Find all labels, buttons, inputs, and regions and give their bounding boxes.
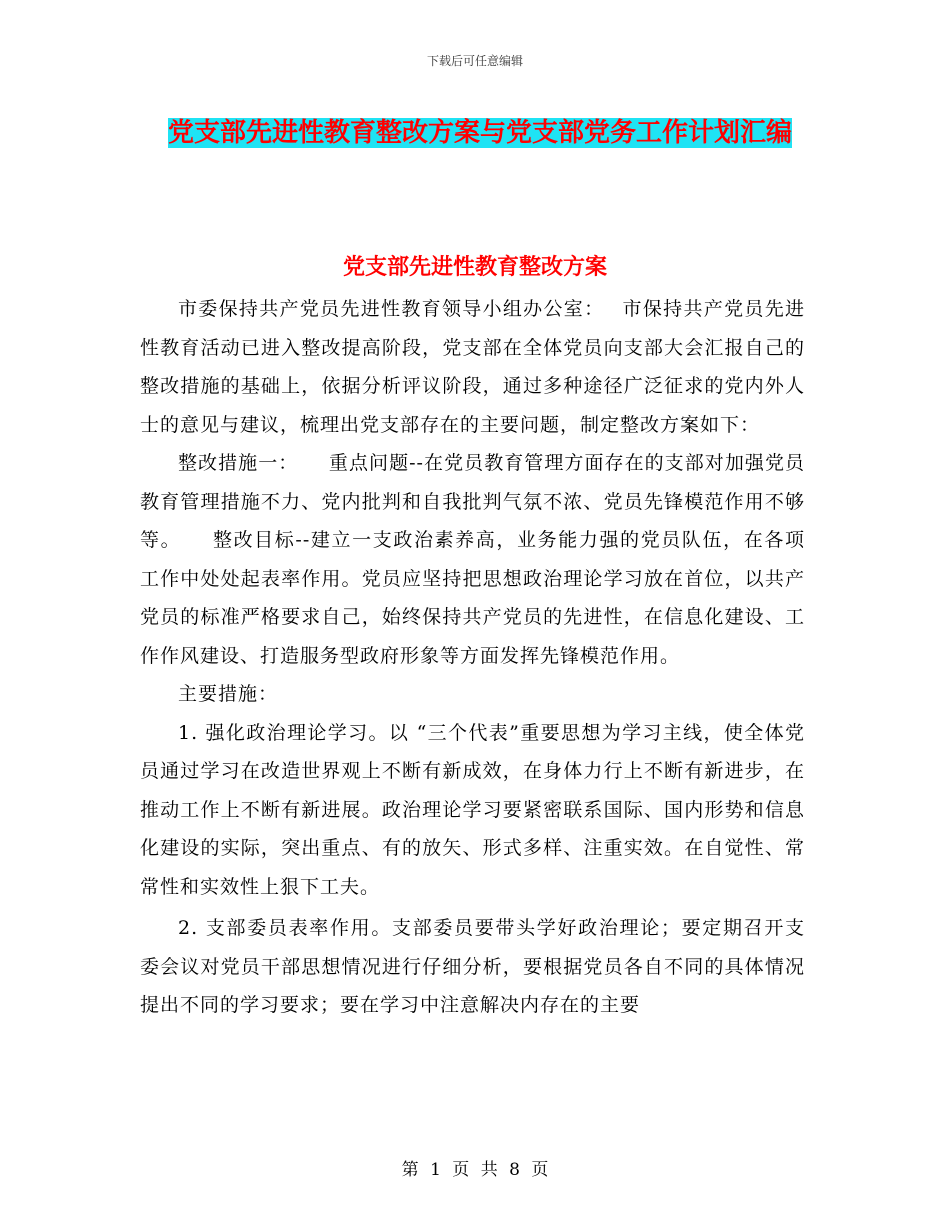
- paragraph-measure-one: 整改措施一： 重点问题--在党员教育管理方面存在的支部对加强党员教育管理措施不力、党内批判和自我批判气氛不浓、党员先锋模范作用不够等。 整改目标--建立一支政治素养高，业务能力强的党员队伍，在各项工作中处处起表率作用。党员应坚持把思想政治理论学习放在首位，以共产党员的标准严格要求自己，始终保持共产党员的先进性，在信息化建设、工作作风建设、打造服务型政府形象等方面发挥先锋模范作用。: [140, 452, 805, 667]
- paragraph-item-2: 2. 支部委员表率作用。支部委员要带头学好政治理论；要定期召开支委会议对党员干部思想情况进行仔细分析，要根据党员各自不同的具体情况提出不同的学习要求；要在学习中注意解决内存在的主要: [140, 917, 805, 1016]
- document-title-text: 党支部先进性教育整改方案与党支部党务工作计划汇编: [167, 118, 792, 148]
- document-title: [140, 108, 820, 158]
- page-footer: 第 1 页 共 8 页: [401, 1160, 549, 1180]
- header-note: 下载后可任意编辑: [426, 54, 523, 68]
- paragraph-main-measures-heading: 主要措施：: [178, 683, 279, 705]
- paragraph-intro: 市委保持共产党员先进性教育领导小组办公室： 市保持共产党员先进性教育活动已进入整改提高阶段，党支部在全体党员向支部大会汇报自己的整改措施的基础上，依据分析评议阶段，通过多种途径广泛征求的党内外人士的意见与建议，梳理出党支部存在的主要问题，制定整改方案如下：: [140, 298, 805, 436]
- paragraph-item-1: 1. 强化政治理论学习。以 “三个代表”重要思想为学习主线，使全体党员通过学习在改造世界观上不断有新成效，在身体力行上不断有新进步，在推动工作上不断有新进展。政治理论学习要紧密联系国际、国内形势和信息化建设的实际，突出重点、有的放矢、形式多样、注重实效。在自觉性、常常性和实效性上狠下工夫。: [140, 721, 805, 898]
- document-body: [140, 290, 805, 1025]
- section-title: 党支部先进性教育整改方案: [342, 254, 607, 280]
